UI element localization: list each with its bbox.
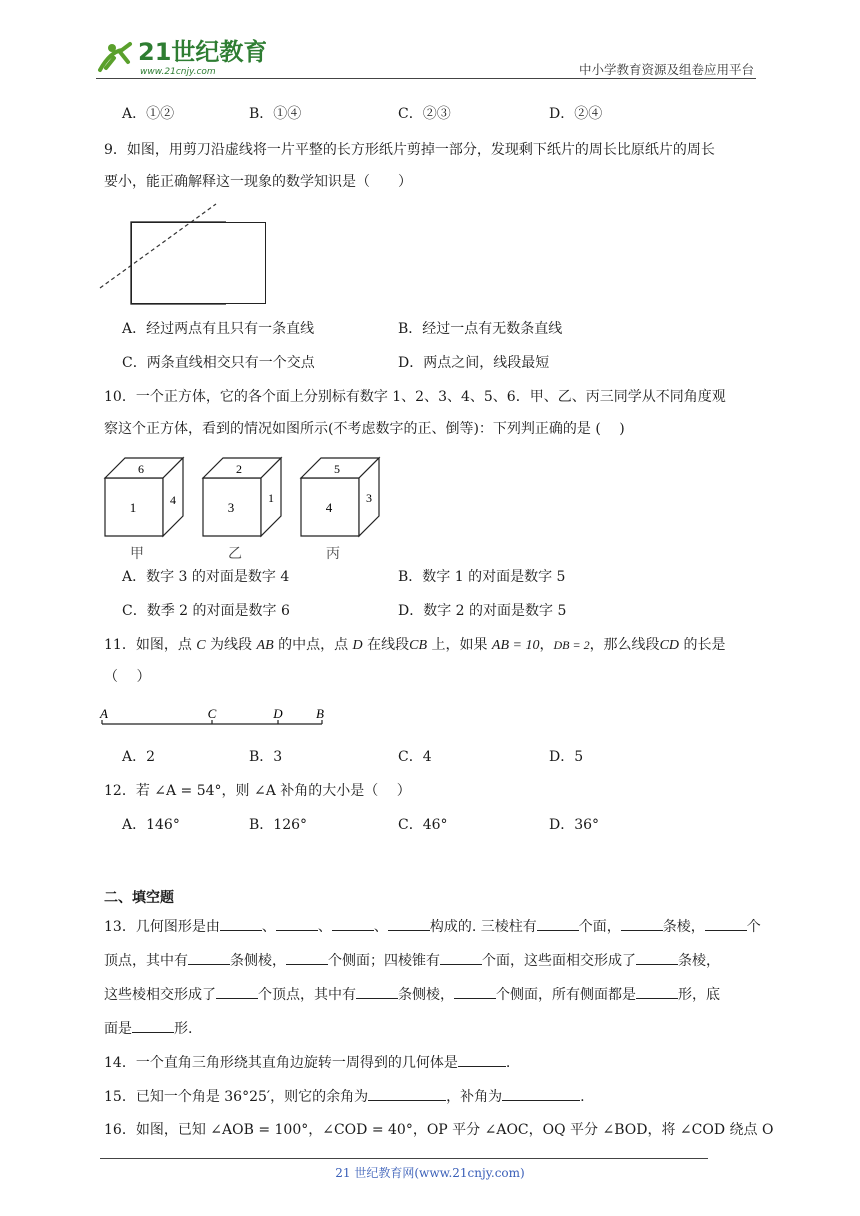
q9-stem-line2: 要小，能正确解释这一现象的数学知识是（ ） [104,174,412,190]
q9-stem-line1: 9．如图，用剪刀沿虚线将一片平整的长方形纸片剪掉一部分，发现剩下纸片的周长比原纸片的周长 [104,142,715,158]
footer-text: 21 世纪教育网(www.21cnjy.com) [335,1166,525,1180]
q13-line2: 顶点，其中有 条侧棱， 个侧面；四棱锥有 个面，这些面相交形成了 条棱， [104,950,720,971]
q12-option-b: B．126° [249,817,308,833]
svg-text:4: 4 [170,493,176,507]
q8-option-c: C．②③ [398,106,451,122]
q9-option-d: D．两点之间，线段最短 [398,355,550,371]
svg-text:C: C [207,706,217,721]
q11-stem-line2: （ ） [104,669,151,685]
svg-text:1: 1 [268,491,274,505]
svg-text:丙: 丙 [326,547,340,562]
svg-text:B: B [316,706,324,721]
q11-stem-line1: 11．如图，点 C 为线段 AB 的中点，点 D 在线段CB 上，如果 AB = 10，DB = 2，那么线段CD 的长是 [104,637,726,653]
cube-bing [301,458,379,562]
svg-text:5: 5 [334,462,340,476]
header-divider [96,78,756,79]
q9-rectangle [131,222,266,304]
q13-line1: 13．几何图形是由 、 、 、 构成的. 三棱柱有 个面， 条棱， 个 [104,916,761,937]
cube-jia [105,458,183,562]
svg-text:1: 1 [129,500,137,515]
svg-text:3: 3 [366,491,372,505]
section-fill-in-title: 二、填空题 [104,890,174,906]
q13-line4: 面是 形. [104,1018,192,1039]
q8-option-d: D．②④ [549,106,603,122]
q8-option-b: B．①④ [249,106,302,122]
svg-text:4: 4 [325,500,333,515]
q10-option-a: A．数字 3 的对面是数字 4 [122,569,290,585]
svg-text:2: 2 [236,462,242,476]
q10-cubes-figure [100,452,390,566]
q11-option-d: D．5 [549,749,584,765]
header-platform-text: 中小学教育资源及组卷应用平台 [578,62,754,77]
q8-option-a: A．①② [122,106,175,122]
q9-option-b: B．经过一点有无数条直线 [398,321,563,337]
q11-option-a: A．2 [122,749,156,765]
q9-option-c: C．两条直线相交只有一个交点 [122,355,315,371]
logo-url: www.21cnjy.com [140,67,216,77]
svg-text:D: D [273,706,283,721]
svg-text:甲: 甲 [130,547,144,562]
q16-stem: 16．如图，已知 ∠AOB = 100°，∠COD = 40°，OP 平分 ∠AOC，OQ 平分 ∠BOD，将 ∠COD 绕点 O [104,1122,774,1138]
footer-divider [100,1158,708,1159]
q9-option-a: A．经过两点有且只有一条直线 [122,321,315,337]
q10-option-d: D．数字 2 的对面是数字 5 [398,603,567,619]
q10-option-b: B．数字 1 的对面是数字 5 [398,569,566,585]
q10-stem-line1: 10．一个正方体，它的各个面上分别标有数字 1、2、3、4、5、6．甲、乙、丙三同学从不同角度观 [104,389,726,405]
q11-option-b: B．3 [249,749,283,765]
q11-option-c: C．4 [398,749,432,765]
q10-stem-line2: 察这个正方体，看到的情况如图所示(不考虑数字的正、倒等)：下列判正确的是 ( ) [104,421,625,437]
logo-title: 21世纪教育 [138,38,266,66]
q10-option-c: C．数季 2 的对面是数字 6 [122,603,290,619]
q12-option-c: C．46° [398,817,448,833]
svg-text:乙: 乙 [228,547,242,562]
site-logo [96,30,266,80]
q12-option-a: A．146° [122,817,180,833]
q13-line3: 这些棱相交形成了 个顶点，其中有 条侧棱， 个侧面，所有侧面都是 形，底 [104,984,720,1005]
q14-stem: 14．一个直角三角形绕其直角边旋转一周得到的几何体是 . [104,1052,510,1073]
cube-yi [203,458,281,562]
svg-text:3: 3 [227,500,235,515]
q12-stem: 12．若 ∠A = 54°，则 ∠A 补角的大小是（ ） [104,783,411,799]
svg-text:6: 6 [138,462,144,476]
q15-stem: 15．已知一个角是 36°25′，则它的余角为 ，补角为 . [104,1086,585,1107]
q11-segment-figure [96,702,336,736]
q12-option-d: D．36° [549,817,600,833]
svg-text:A: A [100,706,108,721]
